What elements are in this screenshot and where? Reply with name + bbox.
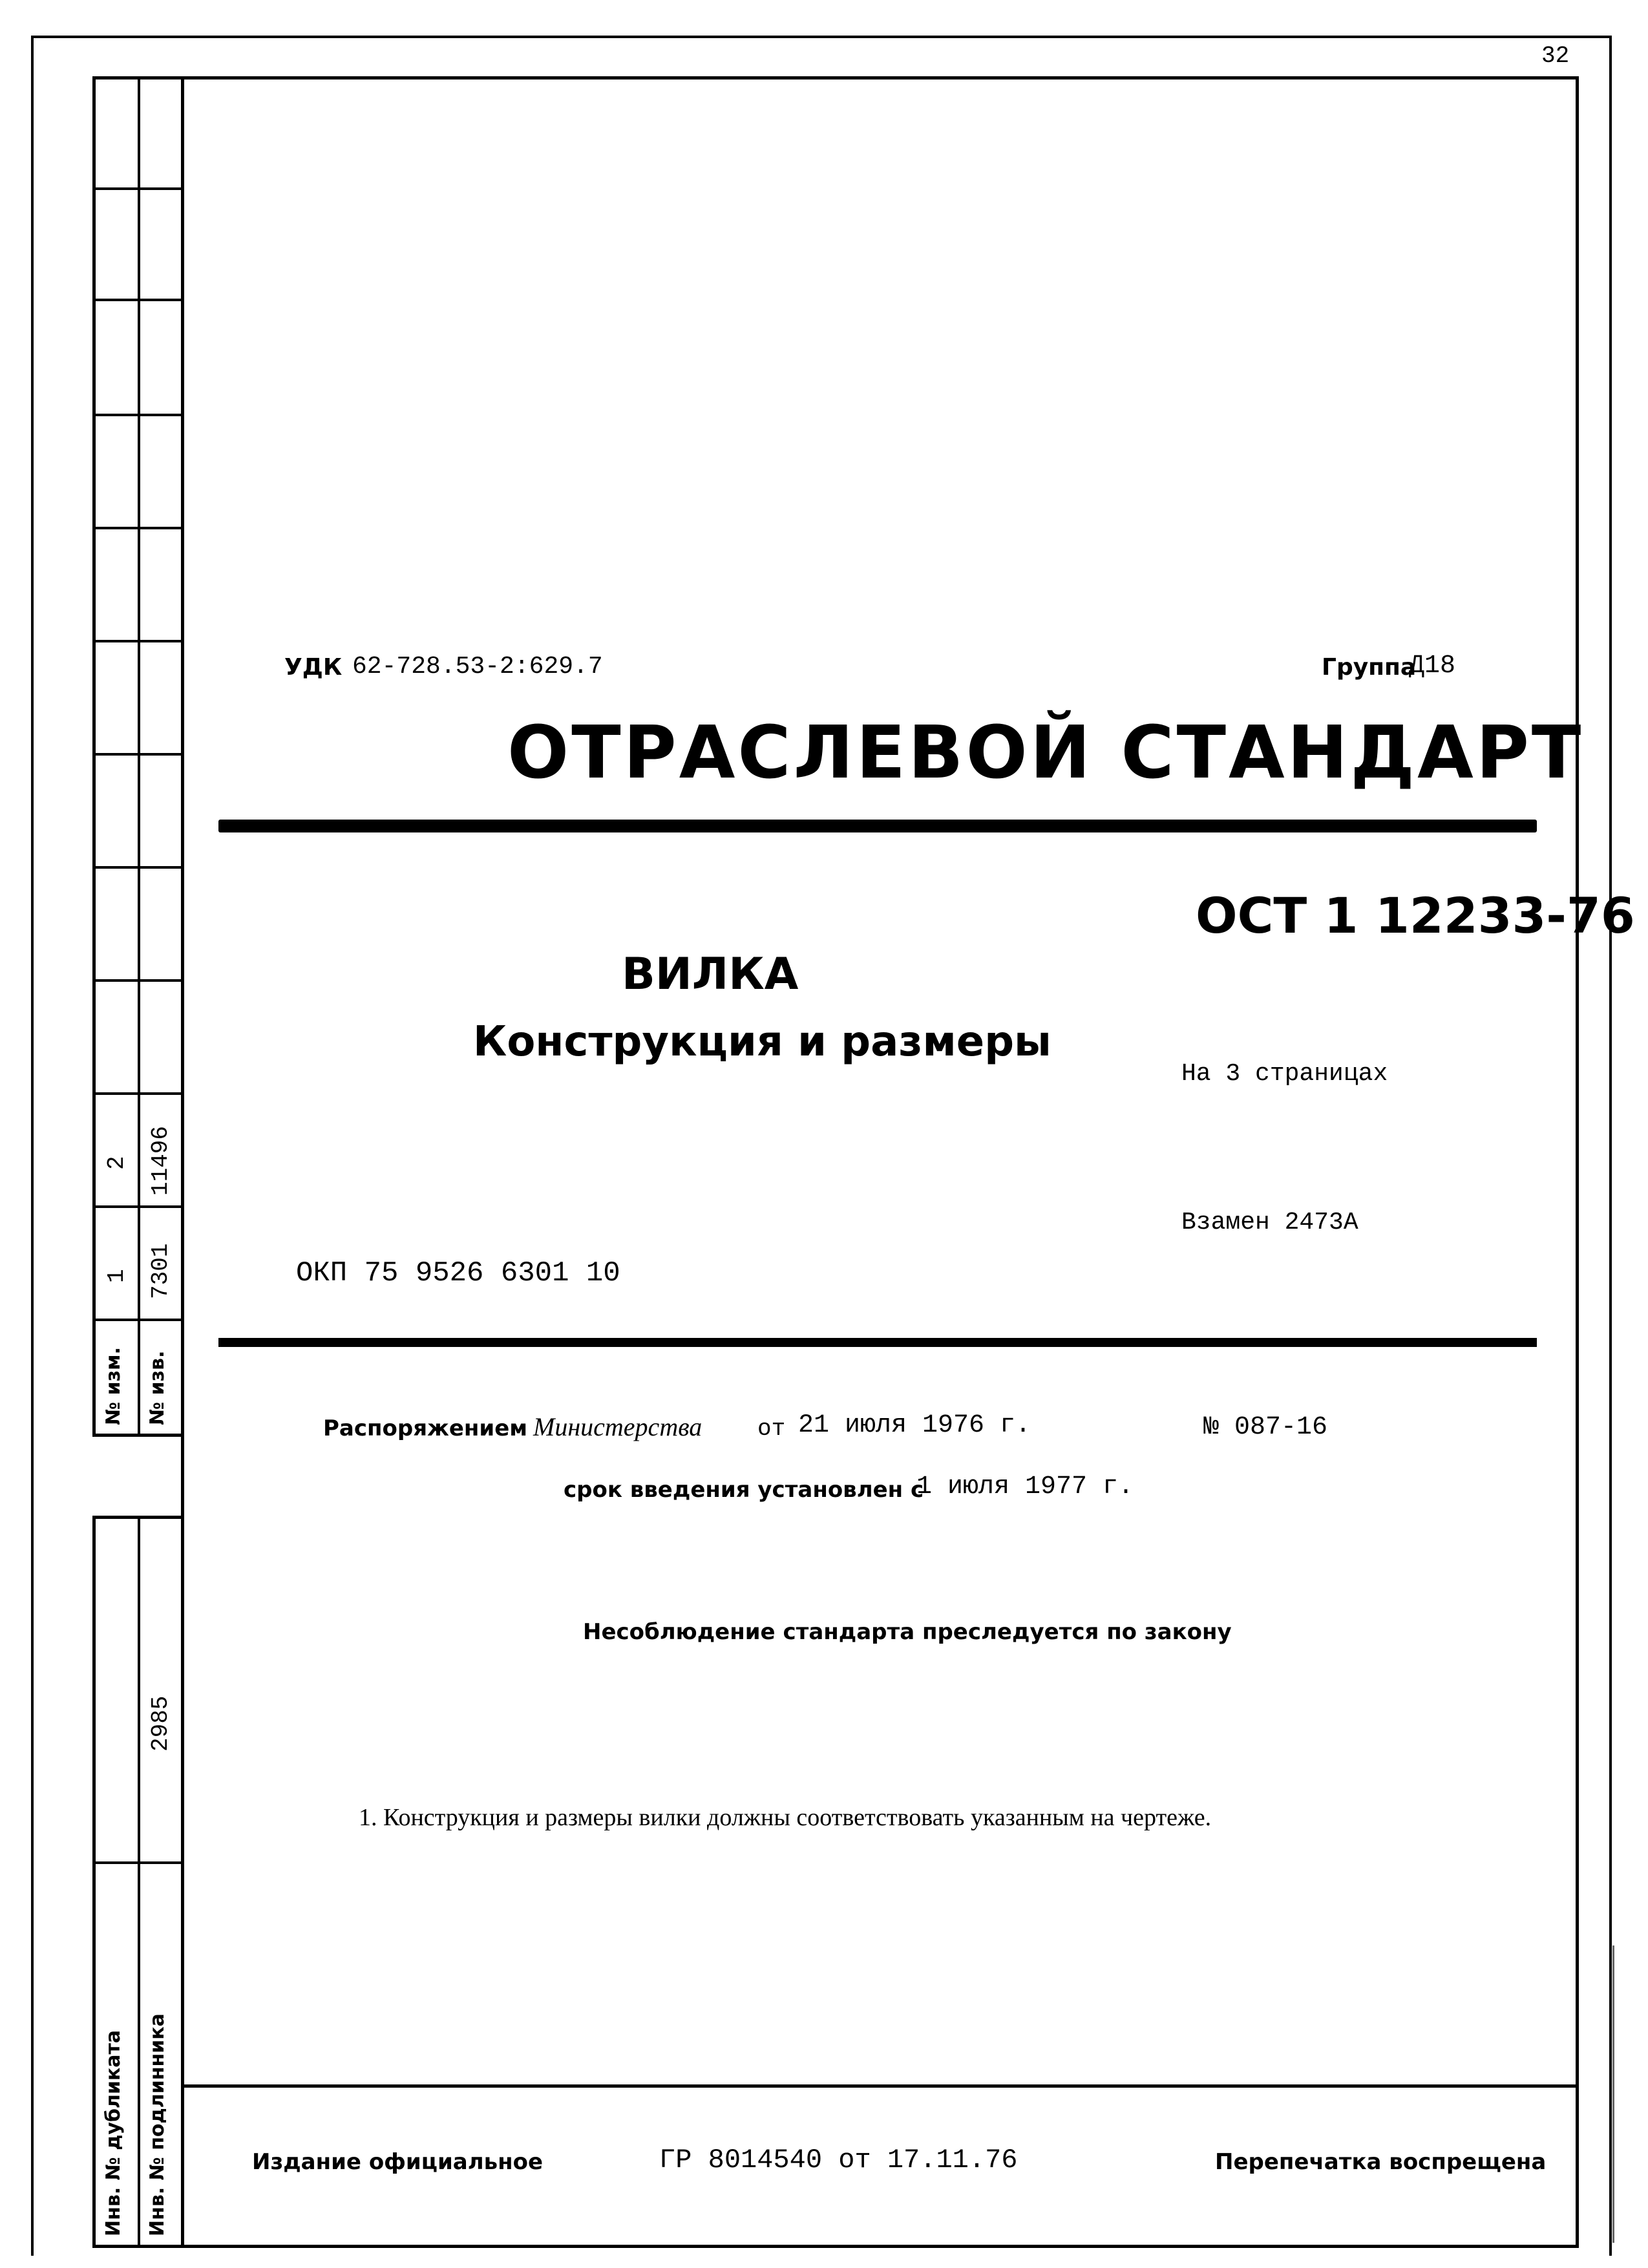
change-notice-7301: 7301 [147, 1243, 174, 1299]
thick-rule-top [218, 820, 1537, 832]
strip-row-divider [92, 187, 183, 190]
strip-mid-line-lower [138, 1516, 140, 2248]
original-inventory-number: 2985 [147, 1695, 174, 1752]
udk-value: 62-728.53-2:629.7 [352, 653, 603, 681]
strip-row-divider [92, 866, 183, 869]
strip-row-divider [92, 753, 183, 756]
frame-left [181, 76, 184, 2248]
outer-border-top [31, 36, 1611, 38]
strip-row-divider [92, 1092, 183, 1095]
strip-row-divider [92, 1434, 183, 1437]
frame-top [92, 76, 1579, 79]
strip-row-divider [92, 527, 183, 529]
change-notice-11496: 11496 [147, 1125, 174, 1196]
change-number-1: 1 [103, 1269, 130, 1283]
duplicate-inventory-label: Инв. № дубликата [102, 2030, 125, 2236]
strip-left-line-lower [92, 1516, 96, 2248]
order-number: № 087-16 [1203, 1413, 1328, 1442]
outer-border-right [1609, 36, 1612, 2256]
footer-official-edition: Издание официальное [252, 2149, 544, 2175]
footer-reprint-prohibited: Перепечатка воспрещена [1215, 2149, 1547, 2175]
okp-code: ОКП 75 9526 6301 10 [296, 1257, 620, 1289]
change-number-label: № изм. [102, 1347, 125, 1425]
strip-row-divider [92, 1516, 183, 1519]
change-notice-label: № изв. [146, 1350, 169, 1425]
group-value: Д18 [1409, 652, 1456, 681]
product-subtitle: Конструкция и размеры [473, 1018, 1051, 1066]
strip-row-divider [92, 640, 183, 642]
order-label: Распоряжением [323, 1415, 528, 1441]
strip-row-divider [92, 299, 183, 301]
page-number: 32 [1541, 43, 1570, 69]
order-ministry: Министерства [533, 1412, 703, 1441]
strip-row-divider [92, 979, 183, 982]
effective-label: срок введения установлен с [564, 1477, 924, 1503]
footer-divider [181, 2084, 1579, 2088]
strip-row-divider [92, 1205, 183, 1208]
outer-border-left [31, 36, 34, 2256]
original-inventory-label: Инв. № подлинника [146, 2013, 169, 2236]
frame-right [1576, 76, 1579, 2248]
product-title: ВИЛКА [622, 949, 799, 1000]
order-from: от [757, 1415, 786, 1442]
strip-row-divider [92, 1319, 183, 1321]
strip-row-divider [92, 414, 183, 416]
group-label: Группа [1322, 654, 1417, 681]
pages-info: На 3 страницах [1181, 1060, 1388, 1088]
thick-rule-bottom [218, 1338, 1537, 1347]
clause-1: 1. Конструкция и размеры вилки должны соответствовать указанным на чертеже. [359, 1804, 1212, 1831]
footer-registration: ГР 8014540 от 17.11.76 [659, 2145, 1018, 2176]
frame-bottom [92, 2245, 1579, 2248]
doc-type-heading: ОТРАСЛЕВОЙ СТАНДАРТ [507, 711, 1584, 795]
strip-row-divider [92, 1861, 183, 1864]
standard-number: ОСТ 1 12233-76 [1196, 887, 1635, 944]
scan-mark [1612, 1945, 1614, 2243]
law-notice: Несоблюдение стандарта преследуется по закону [583, 1619, 1232, 1645]
replaces-info: Взамен 2473А [1181, 1209, 1358, 1236]
change-number-2: 2 [103, 1156, 130, 1170]
udk-label: УДК [284, 654, 343, 681]
order-date: 21 июля 1976 г. [798, 1411, 1031, 1440]
effective-date: 1 июля 1977 г. [916, 1472, 1134, 1501]
